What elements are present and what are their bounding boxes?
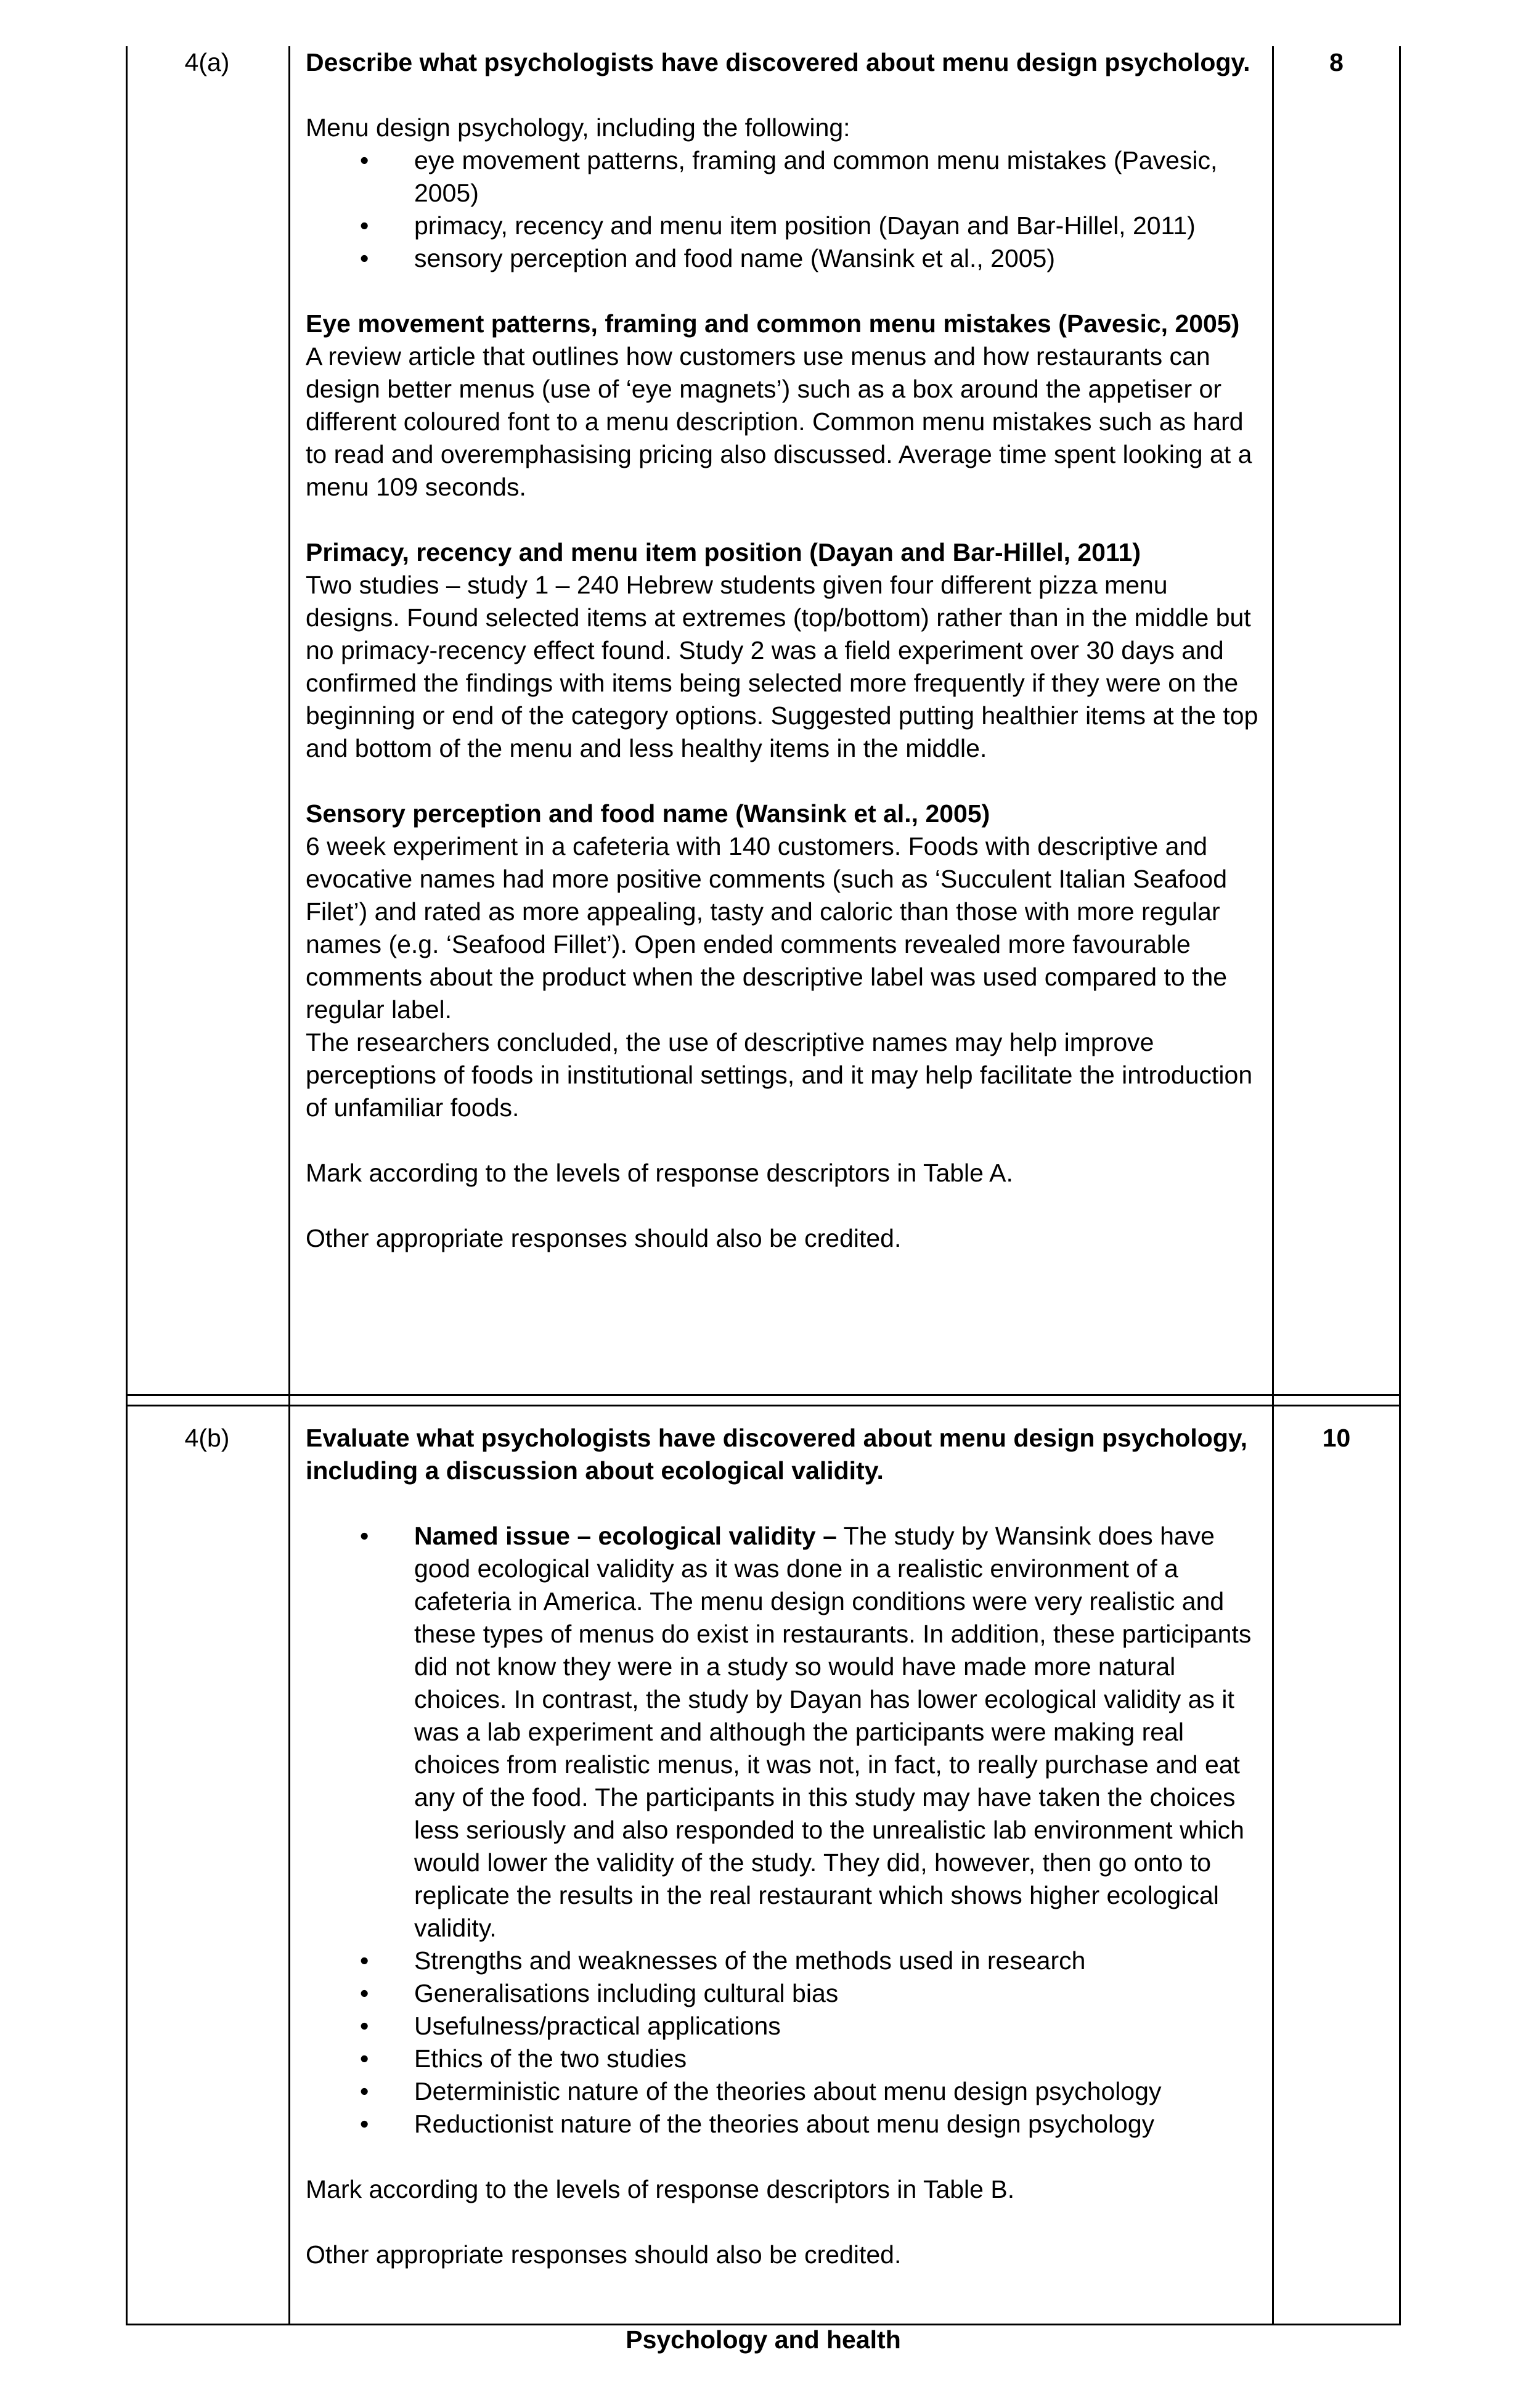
question-text-4b: Evaluate what psychologists have discovered about menu design psychology, including a discussion about ecological validity.	[306, 1424, 1248, 1485]
list-item: • sensory perception and food name (Wansink et al., 2005)	[306, 242, 1267, 275]
marks-4b: 10	[1322, 1424, 1351, 1452]
named-issue-text: The study by Wansink does have good ecological validity as it was done in a realistic environment of a cafeteria in America. The menu design conditions were very realistic and these types of menus do exist in restaurants. In addition, these participants did not know they were in a study so would have made more natural choices. In contrast, the study by Dayan has lower ecological validity as it was a lab experiment and although the participants were making real choices from realistic menus, it was not, in fact, to really purchase and eat any of the food. The participants in this study may have taken the choices less seriously and also responded to the unrealistic lab environment which would lower the validity of the study. They did, however, then go onto to replicate the results in the real restaurant which shows higher ecological validity.	[414, 1522, 1252, 1942]
topic-list-4a	[306, 144, 1267, 275]
section-heading-dayan: Primacy, recency and menu item position (Dayan and Bar-Hillel, 2011)	[306, 538, 1141, 566]
evaluation-list-4b	[306, 1520, 1267, 2141]
table-left-border	[126, 46, 128, 2325]
bullet-icon: •	[360, 1979, 369, 2007]
answer-guidance-4b	[306, 1422, 1267, 2271]
other-note-4b: Other appropriate responses should also be credited.	[306, 2240, 902, 2269]
table-column-divider-2	[1272, 46, 1274, 2325]
list-item: • Reductionist nature of the theories about menu design psychology	[306, 2108, 1267, 2141]
bullet-icon: •	[360, 146, 369, 174]
list-item: • Usefulness/practical applications	[306, 2010, 1267, 2043]
section-heading-pavesic: Eye movement patterns, framing and common menu mistakes (Pavesic, 2005)	[306, 309, 1240, 338]
other-note-4a: Other appropriate responses should also be credited.	[306, 1224, 902, 1252]
section-body-wansink: 6 week experiment in a cafeteria with 140 customers. Foods with descriptive and evocative names had more positive comments (such as ‘Succulent Italian Seafood Filet’) and rated as more appealing, tasty and caloric than those with more regular names (e.g. ‘Seafood Fillet’). Open ended comments revealed more favourable comments about the product when the descriptive label was used compared to the regular label.	[306, 832, 1228, 1024]
intro-text-4a: Menu design psychology, including the following:	[306, 113, 850, 142]
marks-4a: 8	[1329, 48, 1343, 76]
question-number-4b: 4(b)	[184, 1424, 230, 1452]
answer-guidance-4a	[306, 46, 1267, 1255]
section-body-pavesic: A review article that outlines how customers use menus and how restaurants can design better menus (use of ‘eye magnets’) such as a box around the appetiser or different coloured font to a menu description. Common menu mistakes such as hard to read and overemphasising pricing also discussed. Average time spent looking at a menu 109 seconds.	[306, 342, 1252, 501]
bullet-icon: •	[360, 2077, 369, 2105]
bullet-icon: •	[360, 2110, 369, 2138]
table-column-divider-1	[288, 46, 290, 2325]
table-right-border	[1399, 46, 1401, 2325]
section-body-dayan: Two studies – study 1 – 240 Hebrew students given four different pizza menu designs. Found selected items at extremes (top/bottom) rather than in the middle but no primacy-recency effect found. Study 2 was a field experiment over 30 days and confirmed the findings with items being selected more frequently if they were on the beginning or end of the category options. Suggested putting healthier items at the top and bottom of the menu and less healthy items in the middle.	[306, 571, 1258, 762]
list-item: • Deterministic nature of the theories about menu design psychology	[306, 2075, 1267, 2108]
named-issue-label: Named issue – ecological validity –	[414, 1522, 837, 1550]
list-item: • Ethics of the two studies	[306, 2043, 1267, 2075]
list-item-named-issue	[306, 1520, 1267, 1945]
mark-note-4a: Mark according to the levels of response descriptors in Table A.	[306, 1159, 1013, 1187]
question-number-4a: 4(a)	[184, 48, 230, 76]
section-conclusion-wansink: The researchers concluded, the use of descriptive names may help improve perceptions of foods in institutional settings, and it may help facilitate the introduction of unfamiliar foods.	[306, 1028, 1253, 1122]
bullet-icon: •	[360, 211, 369, 240]
list-item: • Generalisations including cultural bias	[306, 1977, 1267, 2010]
bullet-icon: •	[360, 1522, 369, 1550]
bullet-icon: •	[360, 1946, 369, 1975]
row-separator-bottom	[126, 1405, 1401, 1406]
bullet-icon: •	[360, 2012, 369, 2040]
page-footer: Psychology and health	[626, 2325, 901, 2354]
section-heading-wansink: Sensory perception and food name (Wansink et al., 2005)	[306, 799, 990, 828]
mark-note-4b: Mark according to the levels of response descriptors in Table B.	[306, 2175, 1015, 2203]
bullet-icon: •	[360, 244, 369, 272]
question-text-4a: Describe what psychologists have discovered about menu design psychology.	[306, 48, 1250, 76]
list-item: • eye movement patterns, framing and common menu mistakes (Pavesic, 2005)	[306, 144, 1267, 210]
list-item: • Strengths and weaknesses of the methods used in research	[306, 1945, 1267, 1977]
bullet-icon: •	[360, 2044, 369, 2073]
row-separator-top	[126, 1394, 1401, 1396]
list-item: • primacy, recency and menu item position (Dayan and Bar-Hillel, 2011)	[306, 210, 1267, 242]
